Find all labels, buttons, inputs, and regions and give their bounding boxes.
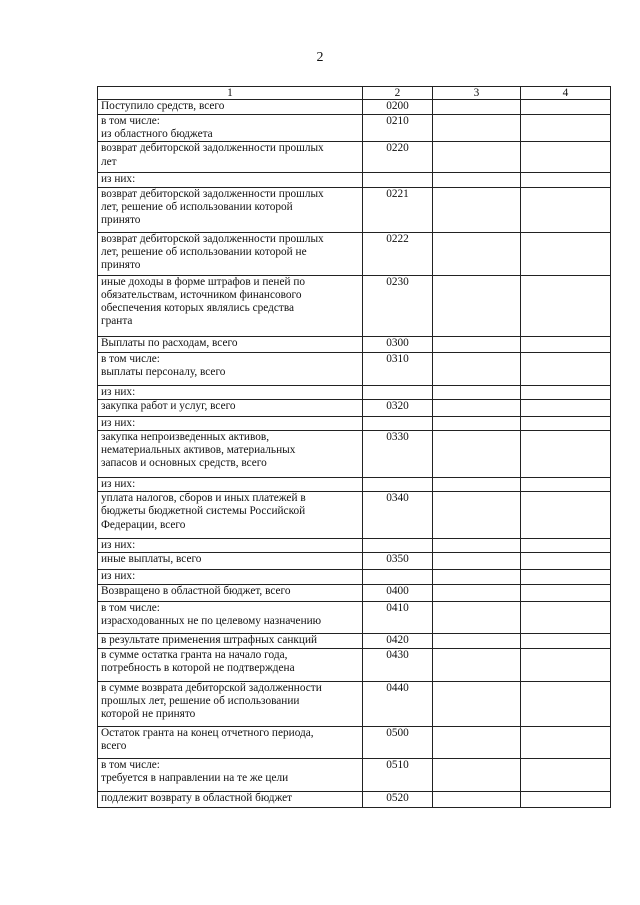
column-header-1: 1 [98, 87, 363, 100]
row-code [363, 173, 433, 187]
row-name: из них: [98, 570, 363, 584]
column-header-4: 4 [521, 87, 611, 100]
row-code: 0510 [363, 758, 433, 791]
row-value-3 [433, 142, 521, 173]
report-table [97, 86, 611, 808]
row-value-4 [521, 584, 611, 601]
row-name: Выплаты по расходам, всего [98, 336, 363, 352]
row-value-3 [433, 633, 521, 648]
row-name: в результате применения штрафных санкций [98, 633, 363, 648]
row-name: из них: [98, 478, 363, 492]
row-name: Возвращено в областной бюджет, всего [98, 584, 363, 601]
row-name: возврат дебиторской задолженности прошлых лет, решение об использовании которой принято [98, 187, 363, 232]
row-code: 0500 [363, 726, 433, 758]
row-value-4 [521, 100, 611, 115]
column-header-2: 2 [363, 87, 433, 100]
table-row [98, 142, 611, 173]
row-name: Остаток гранта на конец отчетного периода, всего [98, 726, 363, 758]
row-code: 0440 [363, 681, 433, 726]
row-code: 0400 [363, 584, 433, 601]
row-name: возврат дебиторской задолженности прошлых лет [98, 142, 363, 173]
row-name: в том числе: израсходованных не по целевому назначению [98, 601, 363, 633]
row-value-4 [521, 726, 611, 758]
row-value-3 [433, 275, 521, 336]
row-code: 0520 [363, 791, 433, 807]
row-code: 0320 [363, 399, 433, 416]
table-row [98, 173, 611, 187]
row-code: 0200 [363, 100, 433, 115]
row-value-3 [433, 352, 521, 385]
table-row [98, 539, 611, 553]
row-code: 0222 [363, 232, 433, 275]
table-row [98, 385, 611, 399]
column-header-3: 3 [433, 87, 521, 100]
row-code [363, 416, 433, 430]
row-code: 0330 [363, 431, 433, 478]
row-name: подлежит возврату в областной бюджет [98, 791, 363, 807]
row-value-4 [521, 385, 611, 399]
row-value-4 [521, 142, 611, 173]
row-name: в том числе: из областного бюджета [98, 115, 363, 142]
row-value-4 [521, 570, 611, 584]
row-value-3 [433, 232, 521, 275]
row-code: 0350 [363, 553, 433, 570]
row-value-4 [521, 416, 611, 430]
row-value-3 [433, 570, 521, 584]
row-value-4 [521, 275, 611, 336]
row-code [363, 570, 433, 584]
row-value-3 [433, 791, 521, 807]
row-value-3 [433, 173, 521, 187]
table-row [98, 584, 611, 601]
row-value-3 [433, 726, 521, 758]
row-name: иные выплаты, всего [98, 553, 363, 570]
row-name: из них: [98, 539, 363, 553]
row-value-3 [433, 115, 521, 142]
row-code [363, 478, 433, 492]
row-value-4 [521, 399, 611, 416]
row-value-3 [433, 187, 521, 232]
row-value-4 [521, 232, 611, 275]
row-code: 0300 [363, 336, 433, 352]
row-value-3 [433, 758, 521, 791]
row-value-4 [521, 681, 611, 726]
row-value-4 [521, 758, 611, 791]
row-value-3 [433, 431, 521, 478]
row-value-4 [521, 553, 611, 570]
table-row [98, 601, 611, 633]
row-code [363, 539, 433, 553]
row-value-4 [521, 478, 611, 492]
table-row [98, 416, 611, 430]
row-code: 0340 [363, 492, 433, 539]
row-name: из них: [98, 416, 363, 430]
table-row [98, 115, 611, 142]
page-number: 2 [316, 50, 324, 65]
row-value-4 [521, 492, 611, 539]
row-name: закупка работ и услуг, всего [98, 399, 363, 416]
row-value-4 [521, 173, 611, 187]
row-code [363, 385, 433, 399]
table-row [98, 570, 611, 584]
row-code: 0310 [363, 352, 433, 385]
table-row [98, 726, 611, 758]
row-code: 0410 [363, 601, 433, 633]
row-value-3 [433, 553, 521, 570]
row-value-4 [521, 352, 611, 385]
row-value-4 [521, 431, 611, 478]
row-value-4 [521, 633, 611, 648]
row-value-3 [433, 539, 521, 553]
table-row [98, 275, 611, 336]
table-row [98, 553, 611, 570]
table-row [98, 478, 611, 492]
row-code: 0430 [363, 648, 433, 681]
table-row [98, 232, 611, 275]
table-row [98, 492, 611, 539]
table-row [98, 758, 611, 791]
table-row [98, 681, 611, 726]
row-value-4 [521, 648, 611, 681]
row-name: в сумме возврата дебиторской задолженности прошлых лет, решение об использовании которой не принято [98, 681, 363, 726]
row-value-4 [521, 187, 611, 232]
table-row [98, 100, 611, 115]
row-value-3 [433, 416, 521, 430]
row-value-3 [433, 100, 521, 115]
row-value-3 [433, 648, 521, 681]
table-row [98, 352, 611, 385]
row-value-3 [433, 601, 521, 633]
row-name: иные доходы в форме штрафов и пеней по обязательствам, источником финансового обеспечения которых являлись средства гранта [98, 275, 363, 336]
table-body [98, 100, 611, 808]
table-row [98, 336, 611, 352]
table-row [98, 633, 611, 648]
row-name: уплата налогов, сборов и иных платежей в бюджеты бюджетной системы Российской Федерации, всего [98, 492, 363, 539]
table-row [98, 187, 611, 232]
row-value-3 [433, 584, 521, 601]
row-value-3 [433, 681, 521, 726]
row-name: закупка непроизведенных активов, нематериальных активов, материальных запасов и основных средств, всего [98, 431, 363, 478]
row-name: Поступило средств, всего [98, 100, 363, 115]
row-value-4 [521, 115, 611, 142]
row-name: в том числе: требуется в направлении на те же цели [98, 758, 363, 791]
row-value-4 [521, 791, 611, 807]
row-value-3 [433, 399, 521, 416]
row-name: в том числе: выплаты персоналу, всего [98, 352, 363, 385]
row-value-4 [521, 601, 611, 633]
table-row [98, 791, 611, 807]
row-value-3 [433, 336, 521, 352]
row-name: возврат дебиторской задолженности прошлых лет, решение об использовании которой не принято [98, 232, 363, 275]
table-row [98, 648, 611, 681]
row-code: 0210 [363, 115, 433, 142]
header-row [98, 87, 611, 100]
table-row [98, 399, 611, 416]
row-value-3 [433, 492, 521, 539]
table-row [98, 431, 611, 478]
row-name: из них: [98, 385, 363, 399]
row-code: 0230 [363, 275, 433, 336]
row-value-4 [521, 539, 611, 553]
row-name: из них: [98, 173, 363, 187]
row-value-3 [433, 385, 521, 399]
row-value-4 [521, 336, 611, 352]
row-code: 0221 [363, 187, 433, 232]
row-name: в сумме остатка гранта на начало года, потребность в которой не подтверждена [98, 648, 363, 681]
row-code: 0420 [363, 633, 433, 648]
row-code: 0220 [363, 142, 433, 173]
row-value-3 [433, 478, 521, 492]
